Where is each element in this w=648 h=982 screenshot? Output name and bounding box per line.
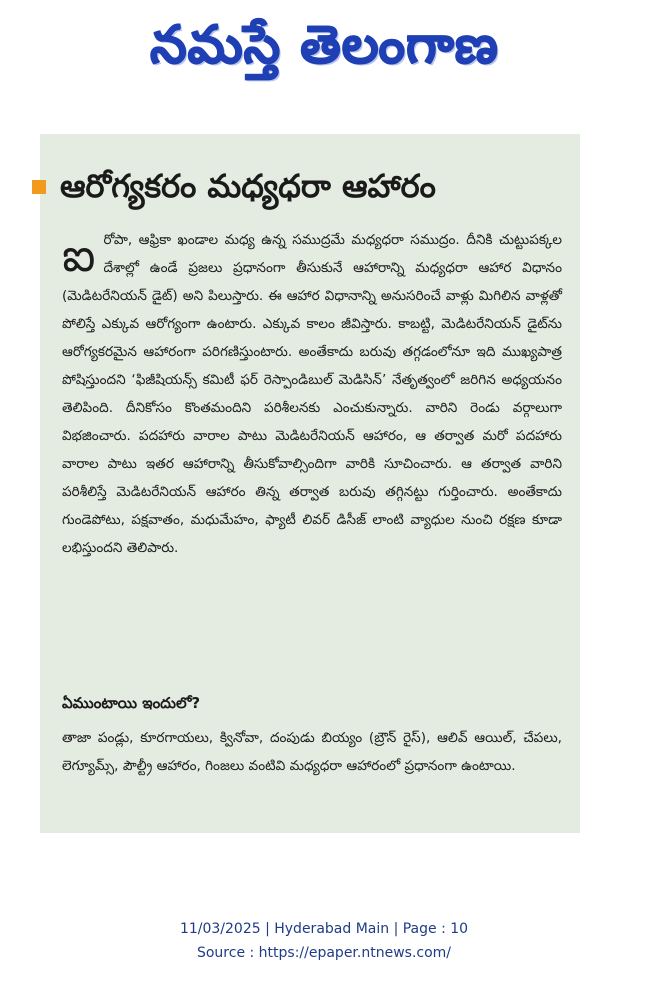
subsection-body: తాజా పండ్లు, కూరగాయలు, క్వినోవా, దంపుడు బియ్యం (బ్రౌన్ రైస్), ఆలివ్ ఆయిల్, చేపలు, లెగ్యూమ్స్, పౌల్ట్రీ ఆహారం, గింజలు వంటివి మధ్యధరా ఆహారంలో ప్రధానంగా ఉంటాయి. bbox=[62, 730, 562, 774]
article-body bbox=[62, 226, 562, 562]
newspaper-masthead: నమస్తే తెలంగాణ bbox=[149, 15, 499, 75]
drop-cap: ఐ bbox=[62, 228, 96, 282]
bullet-square-icon bbox=[32, 180, 46, 194]
article-text: రోపా, ఆఫ్రికా ఖండాల మధ్య ఉన్న సముద్రమే మధ్యధరా సముద్రం. దీనికి చుట్టుపక్కల దేశాల్లో ఉండే ప్రజలు ప్రధానంగా తీసుకునే ఆహారాన్ని మధ్యధరా ఆహార విధానం (మెడిటరేనియన్ డైట్) అని పిలుస్తారు. ఈ ఆహార విధానాన్ని అనుసరించే వాళ్లు మిగిలిన వాళ్లతో పోలిస్తే ఎక్కువ ఆరోగ్యంగా ఉంటారు. ఎక్కువ కాలం జీవిస్తారు. కాబట్టి, మెడిటరేనియన్ డైట్‌ను ఆరోగ్యకరమైన ఆహారంగా పరిగణిస్తుంటారు. అంతేకాదు బరువు తగ్గడంలోనూ ఇది ముఖ్యపాత్ర పోషిస్తుందని ‘ఫిజీషియన్స్ కమిటీ ఫర్ రెస్పాండిబుల్ మెడిసిన్’ నేతృత్వంలో జరిగిన అధ్యయనం తెలిపింది. దీనికోసం కొంతమందిని పరిశీలనకు ఎంచుకున్నారు. వారిని రెండు వర్గాలుగా విభజించారు. పదహారు వారాల పాటు మెడిటరేనియన్ ఆహారం, ఆ తర్వాత మరో పదహారు వారాల పాటు ఇతర ఆహారాన్ని తీసుకోవాల్సిందిగా వారికి సూచించారు. ఆ తర్వాత వారిని పరిశీలిస్తే మెడిటరేనియన్ ఆహారం తిన్న తర్వాత బరువు తగ్గినట్టు గుర్తించారు. అంతేకాదు గుండెపోటు, పక్షవాతం, మధుమేహం, ఫ్యాటీ లివర్ డిసీజ్ లాంటి వ్యాధుల నుంచి రక్షణ కూడా లభిస్తుందని తెలిపారు. bbox=[62, 232, 562, 556]
news-clipping bbox=[40, 134, 580, 833]
footer-source: Source : https://epaper.ntnews.com/ bbox=[196, 945, 452, 961]
article-headline: ఆరోగ్యకరం మధ్యధరా ఆహారం bbox=[60, 167, 436, 205]
footer-date-edition: 11/03/2025 | Hyderabad Main | Page : 10 bbox=[179, 921, 469, 937]
headline-row bbox=[40, 158, 580, 214]
subsection-heading: ఏముంటాయి ఇందులో? bbox=[62, 694, 201, 712]
